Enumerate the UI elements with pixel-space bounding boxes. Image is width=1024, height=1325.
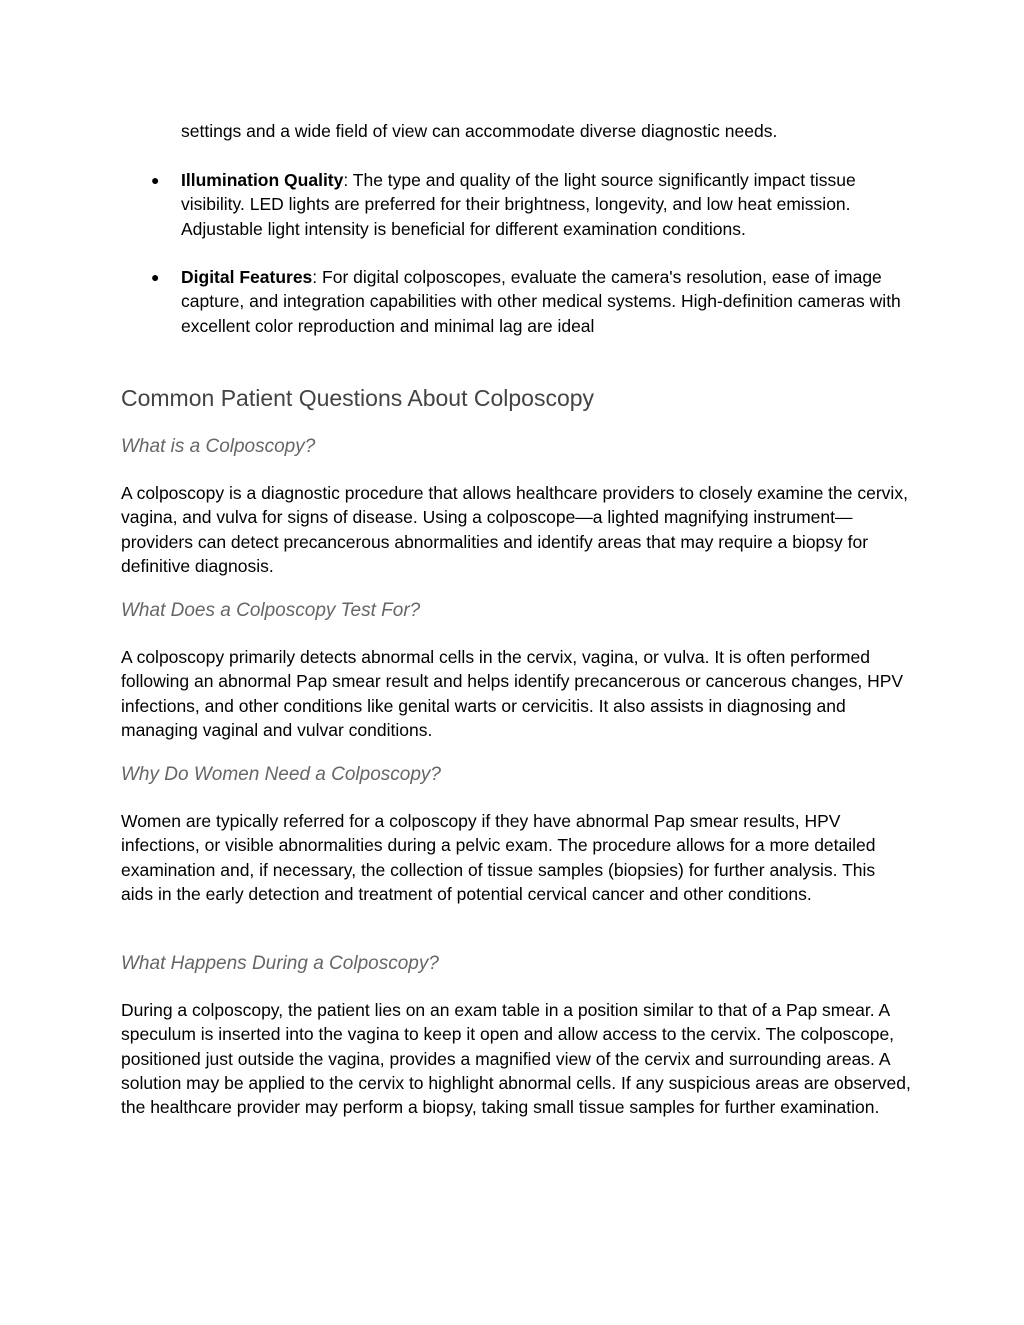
bullet-text: : For digital colposcopes, evaluate the camera's resolution, ease of image capture, and integration capabilities with other medical systems. High-definition cameras with excellent color reproduction and minimal lag are ideal xyxy=(181,267,901,336)
faq-question: What is a Colposcopy? xyxy=(121,436,316,457)
bullet-term: Digital Features xyxy=(181,267,313,287)
bullet-illumination-quality xyxy=(151,168,911,241)
faq-question: What Happens During a Colposcopy? xyxy=(121,953,439,974)
faq-question: Why Do Women Need a Colposcopy? xyxy=(121,764,441,785)
faq-answer: A colposcopy primarily detects abnormal cells in the cervix, vagina, or vulva. It is often performed following an abnormal Pap smear result and helps identify precancerous or cancerous changes, HPV infections, and other conditions like genital warts or cervicitis. It also assists in diagnosing and managing vaginal and vulvar conditions. xyxy=(121,647,904,740)
faq-answer: A colposcopy is a diagnostic procedure that allows healthcare providers to closely examine the cervix, vagina, and vulva for signs of disease. Using a colposcope—a lighted magnifying instrument—providers can detect precancerous abnormalities and identify areas that may require a biopsy for definitive diagnosis. xyxy=(121,483,908,576)
bullet-icon: ● xyxy=(151,172,160,188)
bullet-icon: ● xyxy=(151,269,160,285)
section-heading: Common Patient Questions About Colposcopy xyxy=(121,385,595,411)
bullet-digital-features xyxy=(151,265,911,338)
intro-continuation: settings and a wide field of view can accommodate diverse diagnostic needs. xyxy=(181,121,778,141)
faq-answer: During a colposcopy, the patient lies on an exam table in a position similar to that of a Pap smear. A speculum is inserted into the vagina to keep it open and allow access to the cervix. The colposcope, positioned just outside the vagina, provides a magnified view of the cervix and surrounding areas. A solution may be applied to the cervix to highlight abnormal cells. If any suspicious areas are observed, the healthcare provider may perform a biopsy, taking small tissue samples for further examination. xyxy=(121,1000,911,1118)
faq-question: What Does a Colposcopy Test For? xyxy=(121,600,421,621)
bullet-term: Illumination Quality xyxy=(181,170,344,190)
faq-answer: Women are typically referred for a colposcopy if they have abnormal Pap smear results, HPV infections, or visible abnormalities during a pelvic exam. The procedure allows for a more detailed examination and, if necessary, the collection of tissue samples (biopsies) for further analysis. This aids in the early detection and treatment of potential cervical cancer and other conditions. xyxy=(121,811,876,904)
bullet-text: : The type and quality of the light source significantly impact tissue visibility. LED lights are preferred for their brightness, longevity, and low heat emission. Adjustable light intensity is beneficial for different examination conditions. xyxy=(181,170,856,239)
